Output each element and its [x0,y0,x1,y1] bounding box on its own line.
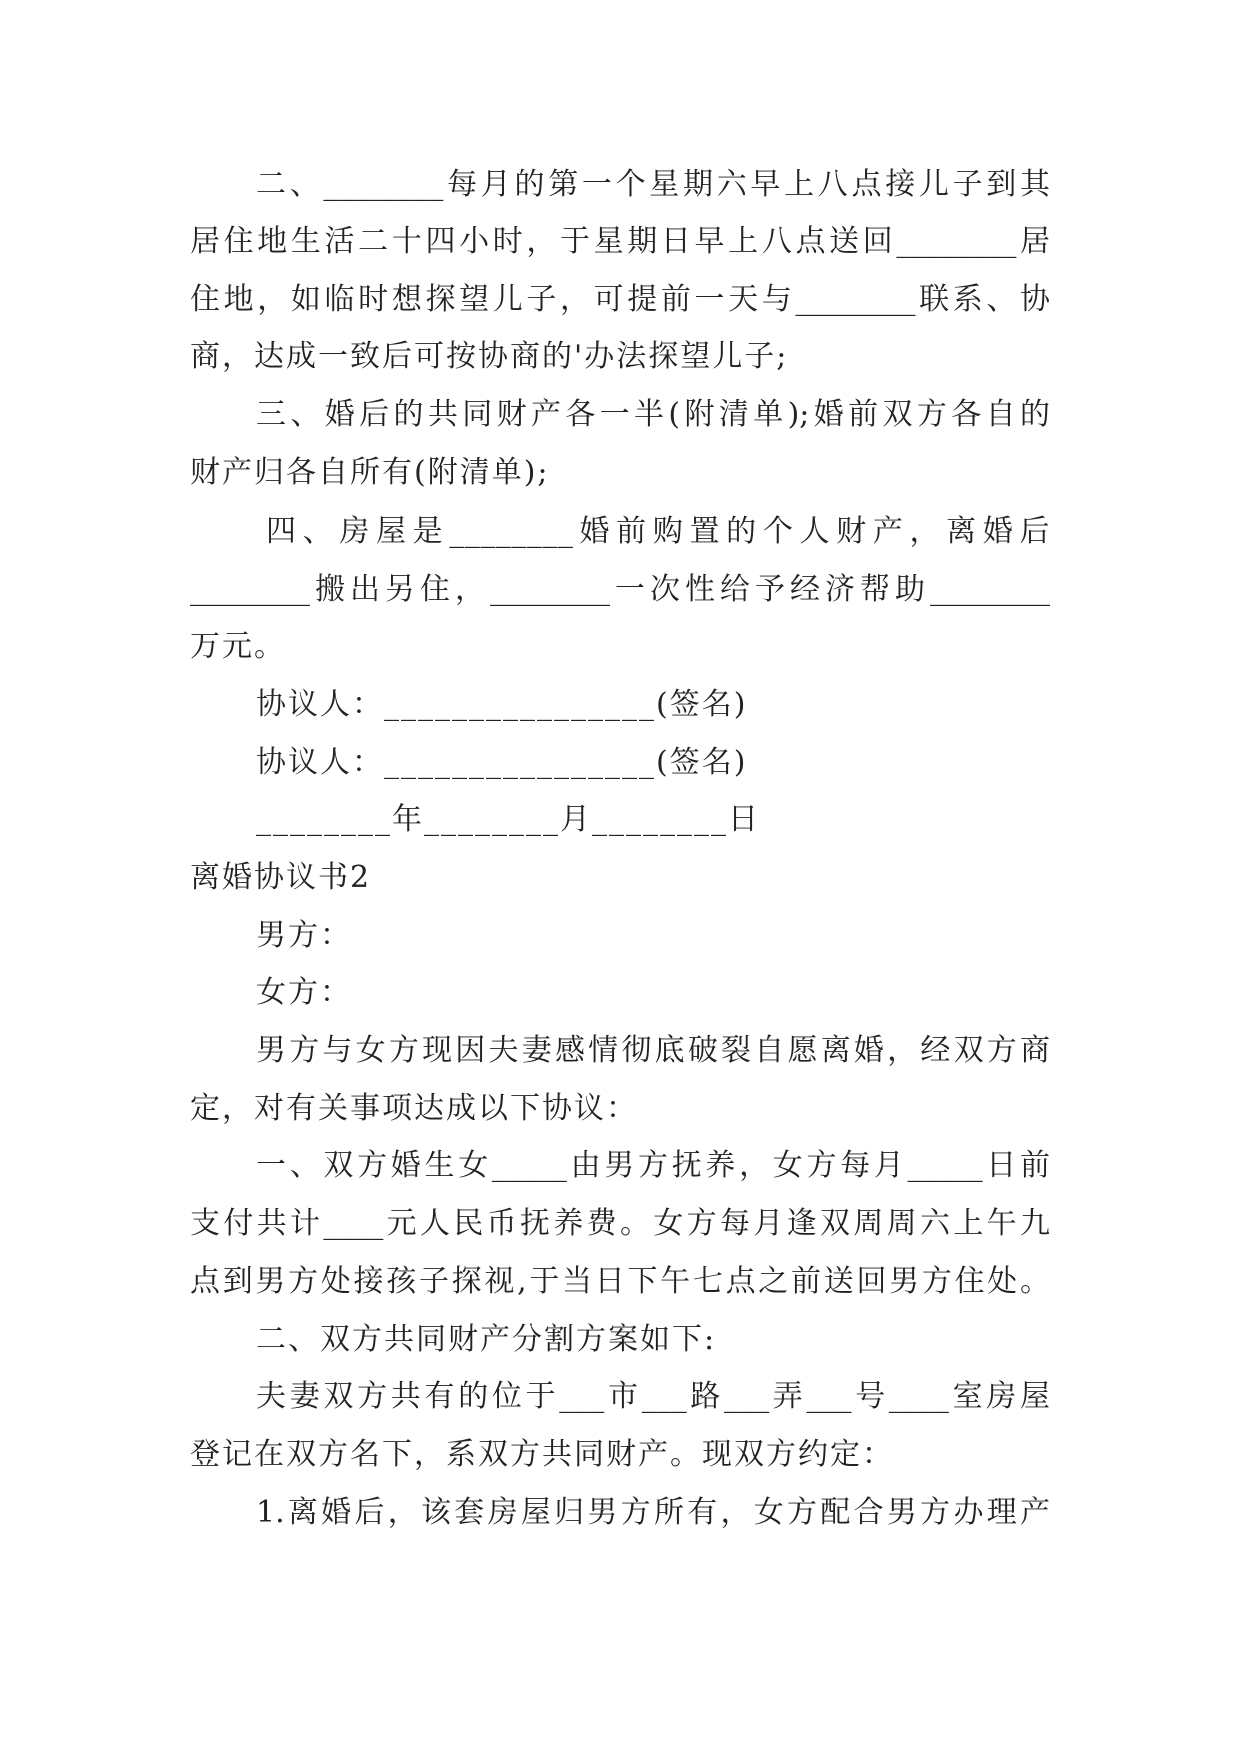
paragraph-line: 万元。 [190,629,286,664]
signature-line: 协议人：________________(签名) [256,687,748,722]
paragraph-line: 财产归各自所有(附清单); [190,455,550,490]
paragraph-line: ________搬出另住，________一次性给予经济帮助________ [190,572,1050,607]
signature-line: 协议人：________________(签名) [256,745,748,780]
paragraph-line: 定，对有关事项达成以下协议： [190,1091,638,1126]
paragraph-line: 四、房屋是________婚前购置的个人财产，离婚后 [266,514,1050,549]
paragraph-line: 住地，如临时想探望儿子，可提前一天与________联系、协 [190,282,1050,317]
party-line: 女方： [256,975,352,1010]
paragraph-line: 登记在双方名下，系双方共同财产。现双方约定： [190,1437,894,1472]
paragraph-line: 商，达成一致后可按协商的'办法探望儿子; [190,339,789,374]
paragraph-line: 居住地生活二十四小时，于星期日早上八点送回________居 [190,224,1050,259]
party-line: 男方： [256,918,352,953]
paragraph-line: 一、双方婚生女_____由男方抚养，女方每月_____日前 [256,1148,1050,1183]
paragraph-line: 支付共计____元人民币抚养费。女方每月逢双周周六上午九 [190,1206,1050,1241]
paragraph-line: 三、婚后的共同财产各一半(附清单);婚前双方各自的 [256,397,1050,432]
paragraph-line: 二、________每月的第一个星期六早上八点接儿子到其 [256,167,1050,202]
paragraph-line: 1.离婚后，该套房屋归男方所有，女方配合男方办理产 [256,1495,1050,1530]
paragraph-line: 夫妻双方共有的位于___市___路___弄___号____室房屋 [256,1379,1050,1414]
section-title: 离婚协议书2 [190,860,372,895]
paragraph-line: 二、双方共同财产分割方案如下: [256,1322,717,1357]
date-line: ________年________月________日 [256,802,760,837]
paragraph-line: 男方与女方现因夫妻感情彻底破裂自愿离婚，经双方商 [256,1033,1050,1068]
paragraph-line: 点到男方处接孩子探视,于当日下午七点之前送回男方住处。 [190,1264,1050,1299]
